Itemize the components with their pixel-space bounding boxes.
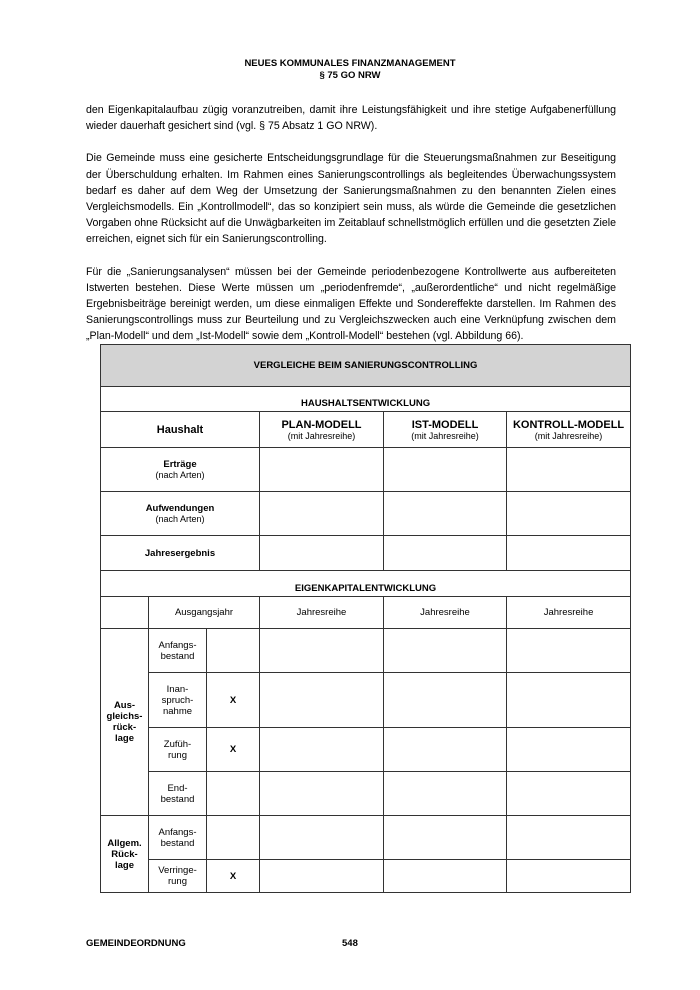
header-subtitle: § 75 GO NRW (319, 70, 381, 81)
table-cell (260, 629, 384, 673)
header-haushalt-label: Haushalt (156, 423, 204, 436)
header-haushalt (101, 412, 260, 448)
table-cell (260, 772, 384, 816)
jahresergebnis-label: Jahresergebnis (144, 547, 216, 559)
table-cell (384, 492, 507, 536)
row-aufwendungen (101, 492, 260, 536)
table-cell (384, 728, 507, 772)
table-cell (384, 772, 507, 816)
section-eigenkapitalentwicklung: EIGENKAPITALENTWICKLUNG (101, 571, 631, 597)
table-cell (384, 673, 507, 728)
table-cell (384, 860, 507, 893)
paragraph-1: den Eigenkapitalaufbau zügig voranzutreiben, damit ihre Leistungsfähigkeit und ihre stetige Aufgabenerfüllung wieder dauerhaft gesichert sind (vgl. § 75 Absatz 1 GO NRW). (86, 104, 616, 133)
table-cell (207, 772, 260, 816)
table-cell (260, 728, 384, 772)
table-cell (384, 448, 507, 492)
table-cell (207, 816, 260, 860)
header-plan-modell (260, 412, 384, 448)
paragraph-3: Für die „Sanierungsanalysen“ müssen bei der Gemeinde periodenbezogene Kontrollwerte aus aufbereiteten Istwerten bestehen. Diese Werte müssen um „periodenfremde“, „außerordentliche“ und nicht regelmäßige Ergebnisbeiträge bereinigt werden, um diese einmaligen Effekte und Sondereffekte darstellen. Im Rahmen des Sanierungscontrollings muss zur Beurteilung und zu Vergleichszwecken auch eine Verknüpfung zwischen dem „Plan-Modell“ und dem „Ist-Modell“ sowie dem „Kontroll-Modell“ bestehen (vgl. Abbildung 66). (86, 265, 616, 343)
ertraege-sub: (nach Arten) (155, 470, 205, 480)
table-cell (507, 772, 631, 816)
page-number: 548 (342, 938, 358, 949)
table-cell (507, 816, 631, 860)
plan-modell-sub: (mit Jahresreihe) (287, 430, 356, 441)
row-zufuehrung: Zufüh- rung (149, 728, 207, 772)
plan-modell-label: PLAN-MODELL (281, 418, 362, 431)
table-cell (260, 448, 384, 492)
row-ausgleich-anfangsbestand: Anfangs- bestand (149, 629, 207, 673)
x-mark-inanspruchnahme: X (207, 673, 260, 728)
table-cell (260, 536, 384, 571)
header-kontroll-modell (507, 412, 631, 448)
paragraph-2: Die Gemeinde muss eine gesicherte Entscheidungsgrundlage für die Steuerungsmaßnahmen zur Beseitigung der Überschuldung erhalten. Im Rahmen eines Sanierungscontrollings als begleitendes Überwachungssystem bedarf es daher auf dem Weg der Umsetzung der Sanierungsmaßnahmen zu den benannten Zielen eines Vergleichsmodells. Ein „Kontrollmodell“, das so konzipiert sein muss, als würde die Gemeinde die gesetzlichen Vorgaben ohne Rücksicht auf die Unwägbarkeiten im Zeitablauf schnellstmöglich erfüllen und die gesetzten Ziele erreichen, eignet sich für ein Sanierungscontrolling. (86, 152, 616, 246)
table-cell (260, 816, 384, 860)
table-cell (507, 492, 631, 536)
row-jahresergebnis (101, 536, 260, 571)
table-cell (384, 629, 507, 673)
header-jahresreihe-ist: Jahresreihe (384, 597, 507, 629)
group-allgemeine-ruecklage: Allgem. Rück- lage (101, 816, 149, 893)
table-cell (260, 492, 384, 536)
table-title: VERGLEICHE BEIM SANIERUNGSCONTROLLING (101, 345, 631, 387)
body-text (86, 102, 616, 361)
table-cell (384, 536, 507, 571)
section-haushaltsentwicklung: HAUSHALTSENTWICKLUNG (101, 387, 631, 412)
table-cell (260, 673, 384, 728)
kontroll-modell-sub: (mit Jahresreihe) (534, 430, 603, 441)
row-verringerung: Verringe- rung (149, 860, 207, 893)
table-cell (207, 629, 260, 673)
kontroll-modell-label: KONTROLL-MODELL (512, 418, 625, 431)
aufwendungen-label: Aufwendungen (145, 503, 215, 514)
header-ausgangsjahr: Ausgangsjahr (149, 597, 260, 629)
footer-title: GEMEINDEORDNUNG (86, 938, 186, 949)
table-cell (384, 816, 507, 860)
table-cell (101, 597, 149, 629)
table-cell (507, 860, 631, 893)
ist-modell-label: IST-MODELL (411, 418, 479, 431)
header-title: NEUES KOMMUNALES FINANZMANAGEMENT (244, 58, 456, 69)
table-cell (507, 536, 631, 571)
header-ist-modell (384, 412, 507, 448)
x-mark-verringerung: X (207, 860, 260, 893)
row-inanspruchnahme: Inan- spruch- nahme (149, 673, 207, 728)
group-ausgleichsruecklage: Aus- gleichs- rück- lage (101, 629, 149, 816)
comparison-table (100, 344, 631, 893)
x-mark-zufuehrung: X (207, 728, 260, 772)
table-cell (507, 728, 631, 772)
table-cell (260, 860, 384, 893)
header-jahresreihe-plan: Jahresreihe (260, 597, 384, 629)
table-cell (507, 448, 631, 492)
header-jahresreihe-kontroll: Jahresreihe (507, 597, 631, 629)
table-cell (507, 673, 631, 728)
page-header (0, 58, 700, 82)
row-allgem-anfangsbestand: Anfangs- bestand (149, 816, 207, 860)
aufwendungen-sub: (nach Arten) (155, 514, 205, 524)
row-ertraege (101, 448, 260, 492)
ertraege-label: Erträge (163, 459, 197, 470)
table-cell (507, 629, 631, 673)
row-endbestand: End- bestand (149, 772, 207, 816)
ist-modell-sub: (mit Jahresreihe) (411, 430, 479, 441)
